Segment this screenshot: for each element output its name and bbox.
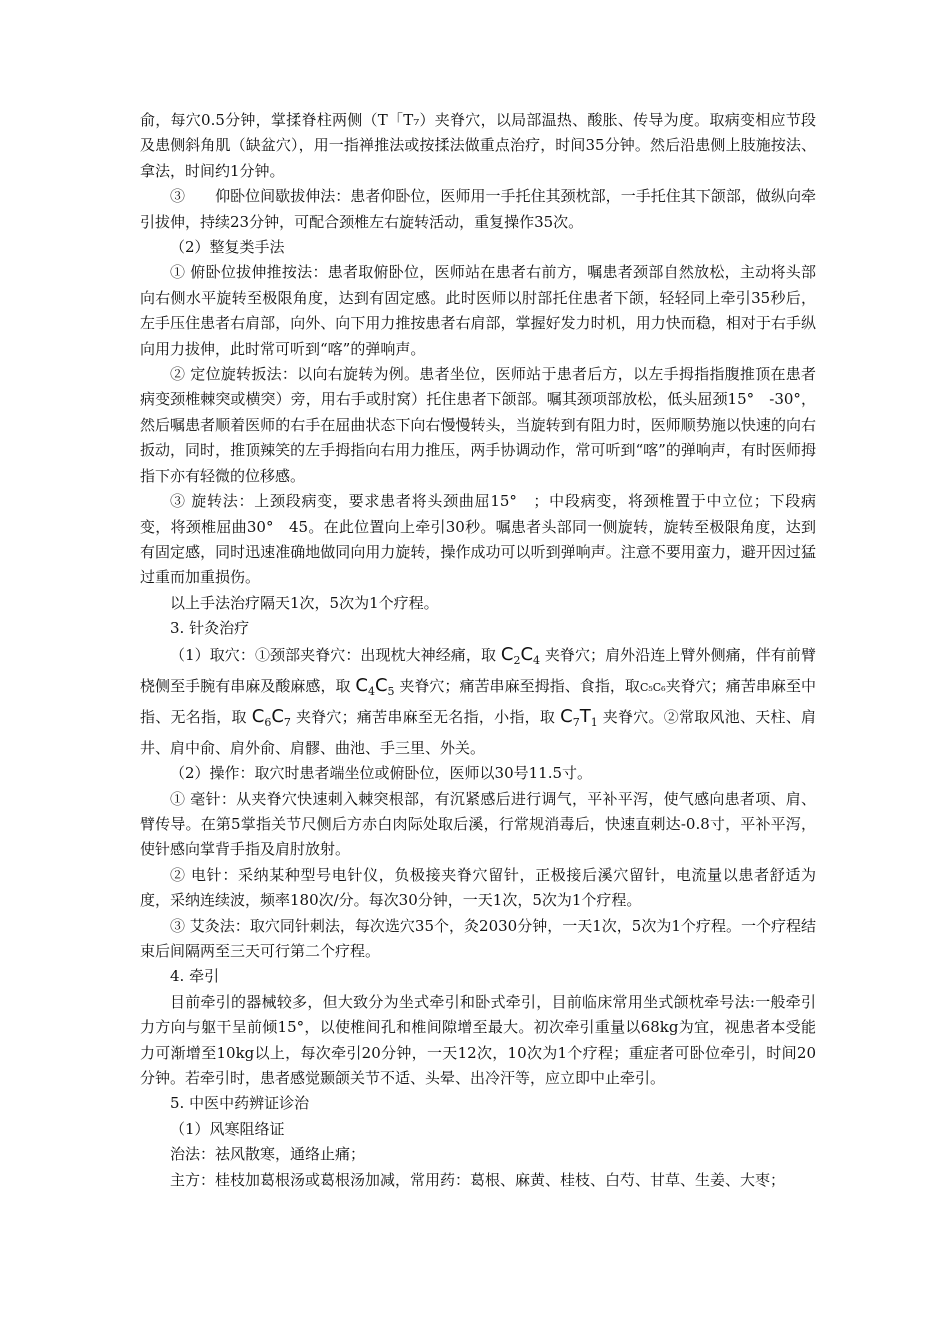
heading-wind-cold-syndrome: （1）风寒阻络证	[170, 1119, 285, 1138]
paragraph-moxibustion: ③ 艾灸法：取穴同针刺法，每次选穴35个，灸2030分钟，一天1次，5次为1个疗程。一个疗程结束后间隔两至三天可行第二个疗程。	[140, 916, 816, 960]
text-segment: C	[271, 706, 284, 728]
paragraph-positioning-rotation: ② 定位旋转扳法：以向右旋转为例。患者坐位，医师站于患者后方，以左手拇指指腹推顶在患者病变颈椎棘突或横突）旁，用右手或肘窝）托住患者下颌部。嘱其颈项部放松，低头屈颈15° -30°，然后嘱患者顺着医师的右手在屈曲状态下向右慢慢转头，当旋转到有阻力时，医师顺势施以快速的向右扳动，同时，推顶辣笑的左手拇指向右用力推压，两手协调动作，常可听到“喀”的弹响声，有时医师拇指下亦有轻微的位移感。	[140, 365, 816, 485]
paragraph-prone-traction: ① 俯卧位拔伸推按法：患者取俯卧位，医师站在患者右前方，嘱患者颈部自然放松，主动将头部向右侧水平旋转至极限角度，达到有固定感。此时医师以肘部托住患者下颌，轻轻同上牵引35秒后，左手压住患者右肩部，向外、向下用力推按患者右肩部，掌握好发力时机，用力快而稳，相对于右手纵向用力拔伸，此时常可听到“喀”的弹响声。	[140, 263, 816, 358]
text-segment: 4	[367, 684, 375, 698]
text-segment: 4	[533, 653, 541, 667]
document-body	[140, 108, 816, 1193]
text-segment: 2	[513, 653, 521, 667]
text-segment: C₅C₆	[639, 680, 666, 694]
text-segment: C	[500, 643, 514, 665]
paragraph-traction: 目前牵引的器械较多，但大致分为坐式牵引和卧式牵引，目前临床常用坐式颌枕牵号法:一般牵引力方向与躯干呈前倾15°，以使椎间孔和椎间隙增至最大。初次牵引重量以68kg为宜，视患者本受能力可渐增至10kg以上，每次牵引20分钟，一天12次，10次为1个疗程；重症者可卧位牵引，时间20分钟。若牵引时，患者感觉颞颌关节不适、头晕、出冷汗等，应立即中止牵引。	[140, 992, 816, 1088]
text-segment: C	[355, 674, 368, 696]
text-segment: 6	[264, 716, 272, 730]
paragraph-main-prescription: 主方：桂枝加葛根汤或葛根汤加减，常用药：葛根、麻黄、桂枝、白芍、甘草、生姜、大枣；	[170, 1170, 786, 1189]
text-segment: 7	[572, 716, 580, 730]
text-segment: C	[374, 674, 388, 696]
text-segment: 7	[283, 716, 291, 730]
text-segment: （1）取穴：①颈部夹脊穴：出现枕大神经痛，取	[170, 645, 501, 664]
text-segment: T	[579, 706, 591, 728]
paragraph-course-note: 以上手法治疗隔天1次，5次为1个疗程。	[170, 593, 439, 612]
text-segment: 夹脊穴；痛苦串麻至中指、无名指，取	[140, 676, 816, 727]
text-segment: 夹脊穴；痛苦串麻至拇指、食指，取	[394, 676, 640, 695]
paragraph-operation: （2）操作：取穴时患者端坐位或俯卧位，医师以30号11.5寸。	[170, 764, 593, 783]
text-segment: C	[520, 643, 534, 665]
paragraph-filiform-needle: ① 毫针：从夹脊穴快速刺入棘突根部，有沉紧感后进行调气，平补平泻，使气感向患者项、肩、臂传导。在第5掌指关节尺侧后方赤白肉际处取后溪，行常规消毒后，快速直刺达-0.8寸，平补平泻，使针感向掌背手指及肩肘放射。	[140, 789, 816, 859]
text-segment: C	[251, 706, 265, 728]
heading-reduction-techniques: （2）整复类手法	[170, 238, 285, 257]
paragraph-acupoint-selection	[140, 642, 816, 762]
text-segment: 夹脊穴。②常取风池、天柱、肩井、肩中俞、肩外俞、肩髎、曲池、手三里、外关。	[140, 708, 816, 757]
paragraph-electro-acupuncture: ② 电针：采纳某种型号电针仪，负极接夹脊穴留针，正极接后溪穴留针，电流量以患者舒适为度，采纳连续波，频率180次/分。每次30分钟，一天1次，5次为1个疗程。	[140, 865, 816, 910]
text-segment: 夹脊穴；痛苦串麻至无名指，小指，取	[290, 708, 561, 727]
heading-tcm-diagnosis: 5. 中医中药辨证诊治	[170, 1094, 310, 1113]
paragraph-supine-traction: ③ 仰卧位间歇拔伸法：患者仰卧位，医师用一手托住其颈枕部，一手托住其下颌部，做纵向牵引拔伸，持续23分钟，可配合颈椎左右旋转活动，重复操作35次。	[140, 187, 816, 231]
text-segment: 夹脊穴；肩外沿连上臂外侧痛，伴有前臂桡侧至手腕有串麻及酸麻感，取	[140, 645, 816, 695]
heading-acupuncture: 3. 针灸治疗	[170, 619, 250, 638]
heading-traction: 4. 牵引	[170, 967, 220, 986]
text-segment: C	[560, 706, 573, 728]
paragraph-treatment-method: 治法：祛风散寒，通络止痛；	[170, 1145, 366, 1164]
text-segment: 1	[590, 716, 598, 730]
text-segment: 5	[387, 684, 395, 698]
paragraph-massage-points: 俞，每穴0.5分钟，掌揉脊柱两侧（T「T₇）夹脊穴，以局部温热、酸胀、传导为度。取病变相应节段及患侧斜角肌（缺盆穴），用一指禅推法或按揉法做重点治疗，时间35分钟。然后沿患侧上肢施按法、拿法，时间约1分钟。	[140, 111, 816, 180]
paragraph-rotation-method: ③ 旋转法：上颈段病变，要求患者将头颈曲屈15° ；中段病变，将颈椎置于中立位；下段病变，将颈椎屈曲30° 45。在此位置向上牵引30秒。嘱患者头部同一侧旋转，旋转至极限角度，达到有固定感，同时迅速准确地做同向用力旋转，操作成功可以听到弹响声。注意不要用蛮力，避开因过猛过重而加重损伤。	[140, 492, 816, 587]
